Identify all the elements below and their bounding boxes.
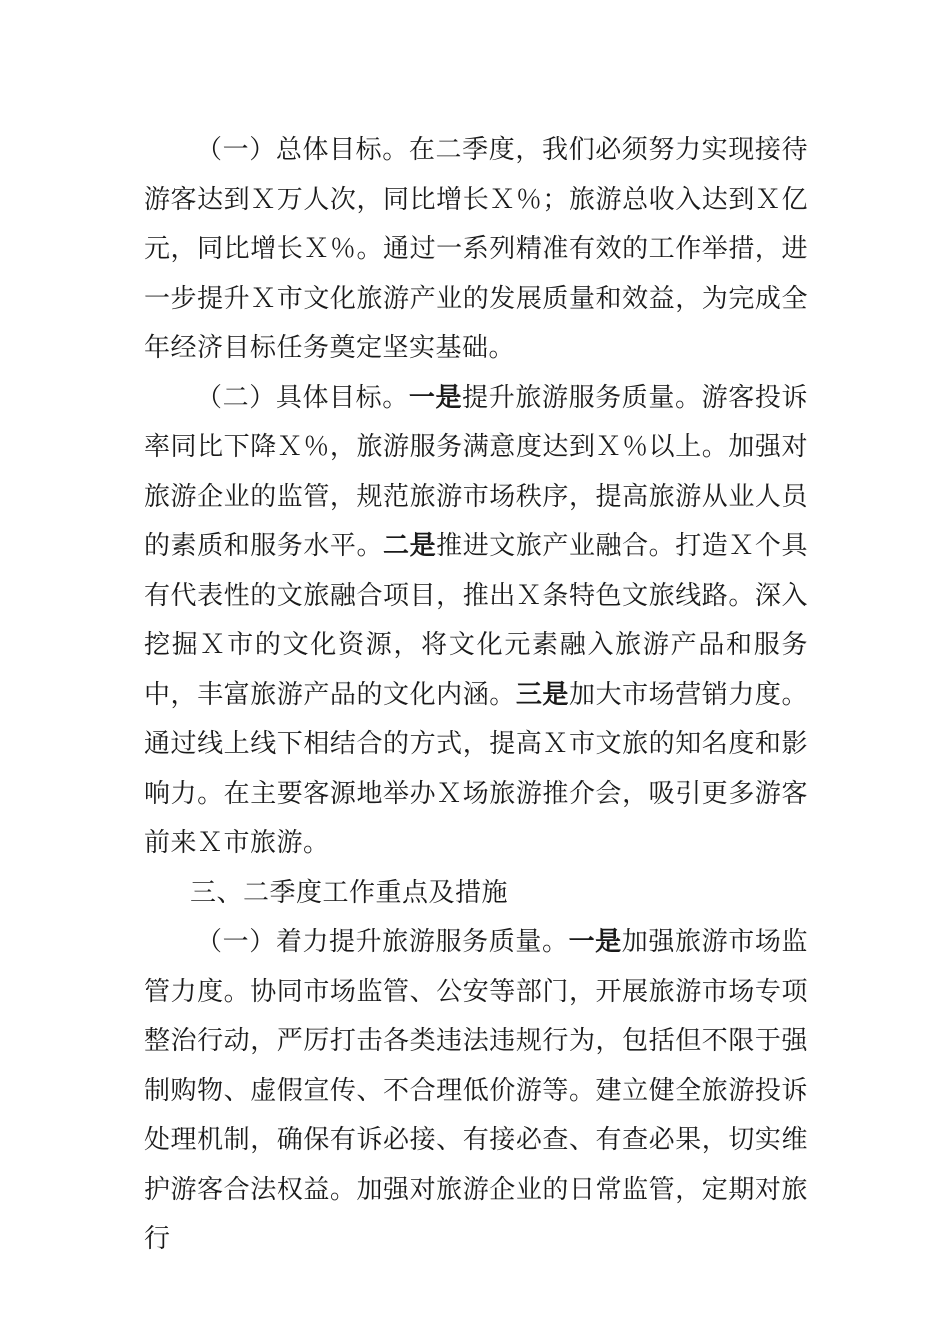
paragraph-overall-goal-text: （一）总体目标。在二季度，我们必须努力实现接待游客达到Ｘ万人次，同比增长Ｘ％；旅游总收入达到Ｘ亿元，同比增长Ｘ％。通过一系列精准有效的工作举措，进一步提升Ｘ市文化旅游产业的发展质量和效益，为完成全年经济目标任务奠定坚实基础。 bbox=[144, 135, 808, 363]
goal-text-2: 推进文旅产业融合。打造Ｘ个具有代表性的文旅融合项目，推出Ｘ条特色文旅线路。深入挖掘Ｘ市的文化资源，将文化元素融入旅游产品和服务中，丰富旅游产品的文化内涵。 bbox=[144, 531, 808, 710]
paragraph-service-quality bbox=[144, 918, 808, 1265]
service-quality-intro: （一）着力提升旅游服务质量。 bbox=[196, 927, 569, 957]
section-heading: 三、二季度工作重点及措施 bbox=[190, 877, 509, 908]
paragraph-overall-goal bbox=[144, 126, 808, 374]
document-page bbox=[144, 126, 808, 1265]
paragraph-specific-goals bbox=[144, 374, 808, 869]
measure-text-1: 加强旅游市场监管力度。协同市场监管、公安等部门，开展旅游市场专项整治行动，严厉打击各类违法违规行为，包括但不限于强制购物、虚假宣传、不合理低价游等。建立健全旅游投诉处理机制，确保有诉必接、有接必查、有查必果，切实维护游客合法权益。加强对旅游企业的日常监管，定期对旅行 bbox=[144, 927, 808, 1254]
goal-text-1: 提升旅游服务质量。游客投诉率同比下降Ｘ％，旅游服务满意度达到Ｘ％以上。加强对旅游企业的监管，规范旅游市场秩序，提高旅游从业人员的素质和服务水平。 bbox=[144, 382, 808, 561]
goal-marker-1: 一是 bbox=[408, 382, 463, 413]
goal-marker-2: 二是 bbox=[383, 531, 437, 561]
goal-text-3: 加大市场营销力度。通过线上线下相结合的方式，提高Ｘ市文旅的知名度和影响力。在主要客源地举办Ｘ场旅游推介会，吸引更多游客前来Ｘ市旅游。 bbox=[144, 679, 808, 858]
goal-marker-3: 三是 bbox=[515, 679, 569, 710]
measure-marker-1: 一是 bbox=[568, 927, 622, 957]
specific-goals-intro: （二）具体目标。 bbox=[196, 382, 409, 413]
